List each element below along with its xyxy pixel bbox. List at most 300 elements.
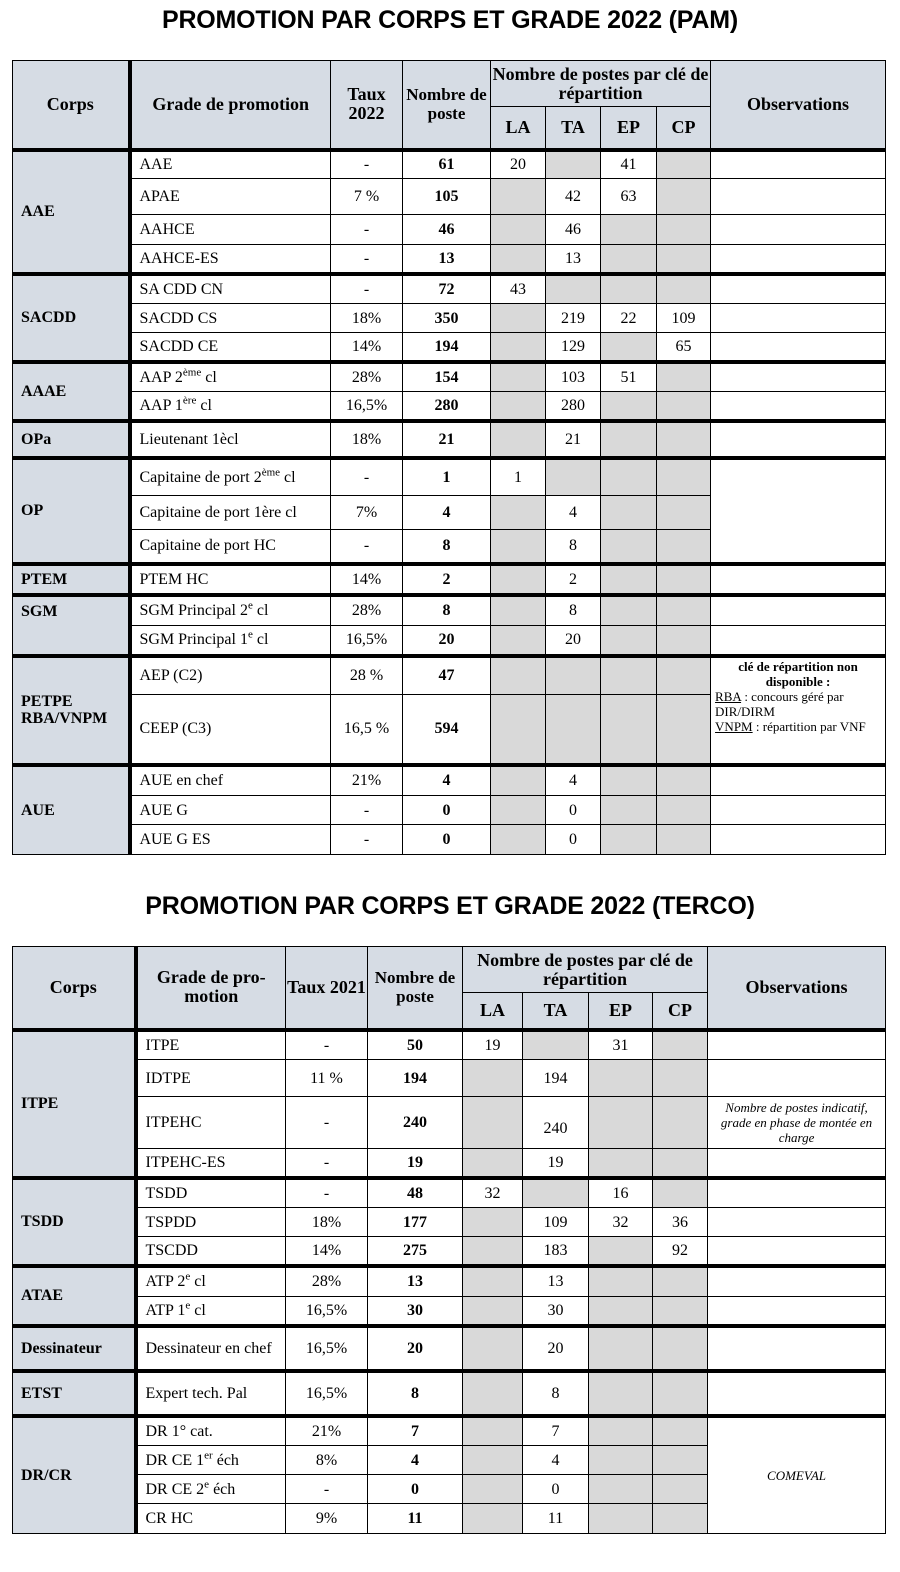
obs-cell (711, 564, 886, 595)
la-cell (491, 496, 546, 530)
cp-cell (657, 765, 711, 796)
nombre-cell: 72 (403, 274, 491, 304)
obs-drcr: COMEVAL (708, 1416, 886, 1534)
corps-sacdd: SACDD (13, 274, 130, 362)
la-cell (491, 656, 546, 695)
nombre-cell: 20 (368, 1326, 463, 1371)
obs-cell (708, 1266, 886, 1297)
ep-cell (601, 656, 657, 695)
taux-cell: - (331, 796, 403, 825)
taux-cell: 21% (286, 1416, 368, 1446)
nombre-cell: 20 (403, 626, 491, 656)
obs-cell (711, 333, 886, 362)
obs-cell (708, 1208, 886, 1237)
nombre-cell: 4 (368, 1446, 463, 1475)
obs-cell (708, 1237, 886, 1266)
ep-cell (589, 1097, 653, 1149)
ta-cell: 109 (523, 1208, 589, 1237)
header-observations: Observations (711, 61, 886, 150)
la-cell (491, 421, 546, 458)
la-cell (491, 215, 546, 245)
ta-cell: 7 (523, 1416, 589, 1446)
cp-cell: 36 (653, 1208, 708, 1237)
header-grade: Grade de promotion (130, 61, 331, 150)
la-cell (491, 392, 546, 421)
cp-cell (653, 1266, 708, 1297)
la-cell (463, 1446, 523, 1475)
obs-cell (711, 796, 886, 825)
taux-cell: 28 % (331, 656, 403, 695)
ta-cell: 4 (546, 496, 601, 530)
la-cell (463, 1149, 523, 1178)
cp-cell (653, 1416, 708, 1446)
grade-cell: TSCDD (136, 1237, 286, 1266)
la-cell (491, 530, 546, 564)
grade-cell: AUE G ES (130, 825, 331, 855)
header-ep: EP (589, 993, 653, 1030)
ep-cell (601, 245, 657, 274)
grade-sup: ème (182, 366, 202, 379)
grade-cell (130, 392, 331, 421)
obs-cell (711, 245, 886, 274)
taux-cell: - (331, 825, 403, 855)
grade-text: ATP 2 (145, 1273, 186, 1291)
ta-cell: 4 (546, 765, 601, 796)
ep-cell (601, 333, 657, 362)
la-cell (491, 595, 546, 626)
grade-sup: e (185, 1270, 191, 1283)
grade-end: cl (252, 631, 269, 649)
grade-text: AAP 2 (139, 368, 183, 386)
terco-table (12, 946, 886, 1534)
ep-cell (601, 765, 657, 796)
cp-cell (657, 695, 711, 765)
grade-end: cl (252, 602, 269, 620)
taux-cell: 16,5 % (331, 695, 403, 765)
taux-cell: 9% (286, 1504, 368, 1534)
corps-petpe-line1: PETPE (21, 693, 73, 710)
cp-cell (657, 595, 711, 626)
ep-cell (601, 626, 657, 656)
la-cell (463, 1504, 523, 1534)
ep-cell (589, 1149, 653, 1178)
taux-cell: 18% (331, 304, 403, 333)
taux-cell: - (331, 215, 403, 245)
ep-cell (589, 1237, 653, 1266)
grade-cell: Capitaine de port 1ère cl (130, 496, 331, 530)
nombre-cell: 61 (403, 150, 491, 179)
grade-sup: ère (182, 394, 197, 407)
taux-cell: 11 % (286, 1060, 368, 1097)
cp-cell (657, 825, 711, 855)
ta-cell: 8 (546, 530, 601, 564)
nombre-cell: 350 (403, 304, 491, 333)
corps-aaae: AAAE (13, 362, 130, 421)
cp-cell (657, 179, 711, 215)
obs-cell (708, 1149, 886, 1178)
ta-cell: 103 (546, 362, 601, 392)
nombre-cell: 19 (368, 1149, 463, 1178)
obs-petpe-title: clé de répartition non disponible : (738, 658, 858, 689)
taux-cell: 14% (286, 1237, 368, 1266)
grade-cell (130, 595, 331, 626)
obs-cell (711, 215, 886, 245)
nombre-cell: 594 (403, 695, 491, 765)
ep-cell (601, 421, 657, 458)
la-cell (463, 1208, 523, 1237)
ep-cell (589, 1475, 653, 1504)
taux-cell: 16,5% (286, 1297, 368, 1326)
ta-cell (523, 1178, 589, 1208)
cp-cell (657, 150, 711, 179)
obs-cell (708, 1060, 886, 1097)
obs-cell (708, 1326, 886, 1371)
corps-itpe: ITPE (13, 1030, 136, 1178)
grade-cell (136, 1475, 286, 1504)
taux-cell: 14% (331, 564, 403, 595)
grade-cell: CEEP (C3) (130, 695, 331, 765)
ta-cell: 0 (546, 796, 601, 825)
obs-cell (711, 458, 886, 564)
grade-end: cl (190, 1273, 206, 1291)
obs-cell (711, 362, 886, 392)
ta-cell: 46 (546, 215, 601, 245)
ep-cell: 51 (601, 362, 657, 392)
taux-cell: 7 % (331, 179, 403, 215)
obs-cell (711, 626, 886, 656)
grade-cell: TSPDD (136, 1208, 286, 1237)
ep-cell (589, 1371, 653, 1416)
grade-text: SGM Principal 2 (139, 602, 248, 620)
grade-end: éch (212, 1451, 239, 1469)
taux-cell: 21% (331, 765, 403, 796)
ep-cell (589, 1266, 653, 1297)
nombre-cell: 7 (368, 1416, 463, 1446)
la-cell: 19 (463, 1030, 523, 1060)
nombre-cell: 2 (403, 564, 491, 595)
pam-table (12, 60, 886, 855)
taux-cell: - (286, 1149, 368, 1178)
cp-cell (657, 362, 711, 392)
la-cell (491, 765, 546, 796)
obs-cell (711, 304, 886, 333)
header-nombre: Nombre de poste (403, 61, 491, 150)
cp-cell (657, 245, 711, 274)
ta-cell: 183 (523, 1237, 589, 1266)
taux-cell: - (286, 1030, 368, 1060)
cp-cell (657, 796, 711, 825)
header-cp: CP (657, 107, 711, 150)
ep-cell (601, 564, 657, 595)
cp-cell (653, 1178, 708, 1208)
obs-cell (711, 765, 886, 796)
corps-aue: AUE (13, 765, 130, 855)
taux-cell: 16,5% (331, 626, 403, 656)
cp-cell (657, 215, 711, 245)
cp-cell (657, 530, 711, 564)
corps-op: OP (13, 458, 130, 564)
header-corps: Corps (13, 947, 136, 1030)
la-cell (491, 179, 546, 215)
nombre-cell: 8 (403, 595, 491, 626)
ep-cell (601, 796, 657, 825)
taux-cell: 14% (331, 333, 403, 362)
header-grade (136, 947, 286, 1030)
header-la: LA (463, 993, 523, 1030)
nombre-cell: 11 (368, 1504, 463, 1534)
ep-cell: 16 (589, 1178, 653, 1208)
header-la: LA (491, 107, 546, 150)
grade-cell: AEP (C2) (130, 656, 331, 695)
cp-cell (657, 274, 711, 304)
taux-cell: 28% (331, 362, 403, 392)
nombre-cell: 4 (403, 765, 491, 796)
nombre-cell: 4 (403, 496, 491, 530)
header-grade-l2: motion (184, 986, 239, 1007)
header-ta: TA (546, 107, 601, 150)
la-cell: 32 (463, 1178, 523, 1208)
la-cell: 43 (491, 274, 546, 304)
grade-text: DR CE 1 (145, 1451, 205, 1469)
ta-cell: 42 (546, 179, 601, 215)
grade-cell: Dessinateur en chef (136, 1326, 286, 1371)
nombre-cell: 21 (403, 421, 491, 458)
ep-cell (589, 1297, 653, 1326)
la-cell (491, 333, 546, 362)
corps-sgm: SGM (13, 595, 130, 656)
cp-cell (653, 1060, 708, 1097)
ta-cell: 20 (546, 626, 601, 656)
ep-cell (601, 496, 657, 530)
header-postes: Nombre de postes par clé de répartition (491, 61, 711, 107)
grade-cell (136, 1446, 286, 1475)
nombre-cell: 8 (403, 530, 491, 564)
grade-sup: e (247, 599, 253, 612)
obs-rba-text: : concours géré par DIR/DIRM (715, 688, 844, 719)
grade-text: AAP 1 (139, 396, 183, 414)
ep-cell: 32 (589, 1208, 653, 1237)
grade-cell: AUE en chef (130, 765, 331, 796)
ep-cell (601, 530, 657, 564)
header-grade-l1: Grade de pro- (156, 967, 266, 988)
nombre-cell: 47 (403, 656, 491, 695)
cp-cell (653, 1326, 708, 1371)
grade-cell: ITPEHC (136, 1097, 286, 1149)
grade-cell: AAHCE-ES (130, 245, 331, 274)
cp-cell (653, 1475, 708, 1504)
grade-end: cl (280, 468, 296, 486)
grade-cell: SACDD CE (130, 333, 331, 362)
ta-cell: 219 (546, 304, 601, 333)
la-cell (491, 245, 546, 274)
la-cell (463, 1326, 523, 1371)
ta-cell: 4 (523, 1446, 589, 1475)
la-cell (463, 1060, 523, 1097)
ta-cell: 19 (523, 1149, 589, 1178)
grade-end: éch (209, 1480, 236, 1498)
nombre-cell: 275 (368, 1237, 463, 1266)
cp-cell (657, 564, 711, 595)
ta-cell: 13 (546, 245, 601, 274)
la-cell (491, 564, 546, 595)
nombre-cell: 48 (368, 1178, 463, 1208)
ta-cell: 20 (523, 1326, 589, 1371)
la-cell (463, 1266, 523, 1297)
header-postes: Nombre de postes par clé de répartition (463, 947, 708, 993)
grade-cell: Capitaine de port HC (130, 530, 331, 564)
grade-text: Capitaine de port 2 (139, 468, 262, 486)
grade-end: cl (190, 1301, 206, 1319)
taux-cell: 28% (331, 595, 403, 626)
la-cell: 1 (491, 458, 546, 496)
nombre-cell: 105 (403, 179, 491, 215)
taux-cell: - (331, 245, 403, 274)
grade-cell (136, 1266, 286, 1297)
nombre-cell: 154 (403, 362, 491, 392)
la-cell (491, 796, 546, 825)
cp-cell (657, 496, 711, 530)
obs-cell (708, 1030, 886, 1060)
cp-cell (657, 656, 711, 695)
header-taux: Taux 2021 (286, 947, 368, 1030)
cp-cell (653, 1030, 708, 1060)
obs-vnpm-text: : répartition par VNF (752, 718, 866, 734)
taux-cell: 28% (286, 1266, 368, 1297)
la-cell (491, 362, 546, 392)
taux-cell: 18% (331, 421, 403, 458)
ep-cell: 63 (601, 179, 657, 215)
ta-cell: 0 (523, 1475, 589, 1504)
nombre-cell: 30 (368, 1297, 463, 1326)
ep-cell: 22 (601, 304, 657, 333)
ep-cell (601, 392, 657, 421)
grade-cell: IDTPE (136, 1060, 286, 1097)
obs-cell (711, 274, 886, 304)
grade-cell (130, 458, 331, 496)
nombre-cell: 0 (403, 825, 491, 855)
cp-cell (657, 458, 711, 496)
taux-cell: 16,5% (286, 1371, 368, 1416)
la-cell (463, 1297, 523, 1326)
ep-cell (601, 825, 657, 855)
grade-sup: er (204, 1449, 213, 1462)
nombre-cell: 280 (403, 392, 491, 421)
la-cell (463, 1237, 523, 1266)
ta-cell (546, 274, 601, 304)
ep-cell (589, 1504, 653, 1534)
ta-cell: 13 (523, 1266, 589, 1297)
la-cell (491, 825, 546, 855)
obs-cell (711, 392, 886, 421)
nombre-cell: 240 (368, 1097, 463, 1149)
cp-cell: 92 (653, 1237, 708, 1266)
cp-cell (657, 421, 711, 458)
corps-aae: AAE (13, 150, 130, 274)
taux-cell: - (286, 1475, 368, 1504)
ta-cell: 2 (546, 564, 601, 595)
obs-cell (711, 595, 886, 626)
grade-cell: APAE (130, 179, 331, 215)
ta-cell: 0 (546, 825, 601, 855)
grade-text: ATP 1 (145, 1301, 186, 1319)
taux-cell: - (331, 150, 403, 179)
obs-cell (711, 150, 886, 179)
corps-atae: ATAE (13, 1266, 136, 1326)
grade-cell: SA CDD CN (130, 274, 331, 304)
obs-cell (711, 179, 886, 215)
pam-title: PROMOTION PAR CORPS ET GRADE 2022 (PAM) (161, 6, 739, 34)
ep-cell: 31 (589, 1030, 653, 1060)
grade-end: cl (201, 368, 217, 386)
obs-vnpm-label: VNPM (715, 718, 753, 734)
grade-cell: Lieutenant 1ècl (130, 421, 331, 458)
grade-cell: ITPEHC-ES (136, 1149, 286, 1178)
cp-cell: 65 (657, 333, 711, 362)
grade-sup: e (247, 628, 253, 641)
grade-end: cl (196, 396, 212, 414)
ep-cell (601, 274, 657, 304)
header-observations: Observations (708, 947, 886, 1030)
la-cell (463, 1097, 523, 1149)
nombre-cell: 0 (368, 1475, 463, 1504)
ep-cell (589, 1446, 653, 1475)
obs-cell (708, 1297, 886, 1326)
header-cp: CP (653, 993, 708, 1030)
obs-cell (708, 1178, 886, 1208)
grade-text: SGM Principal 1 (139, 631, 248, 649)
nombre-cell: 13 (403, 245, 491, 274)
corps-tsdd: TSDD (13, 1178, 136, 1266)
nombre-cell: 177 (368, 1208, 463, 1237)
ep-cell (601, 458, 657, 496)
grade-cell: AAE (130, 150, 331, 179)
ta-cell (523, 1030, 589, 1060)
corps-opa: OPa (13, 421, 130, 458)
ta-cell (546, 656, 601, 695)
cp-cell: 109 (657, 304, 711, 333)
ep-cell (589, 1416, 653, 1446)
grade-cell: CR HC (136, 1504, 286, 1534)
cp-cell (653, 1097, 708, 1149)
grade-sup: e (204, 1478, 210, 1491)
grade-cell: TSDD (136, 1178, 286, 1208)
cp-cell (653, 1149, 708, 1178)
ep-cell (601, 595, 657, 626)
obs-itpe: Nombre de postes indicatif, grade en phase de montée en charge (708, 1097, 886, 1149)
corps-etst: ETST (13, 1371, 136, 1416)
corps-petpe (13, 656, 130, 765)
header-ep: EP (601, 107, 657, 150)
cp-cell (657, 626, 711, 656)
header-taux: Taux 2022 (331, 61, 403, 150)
nombre-cell: 194 (403, 333, 491, 362)
grade-cell (130, 626, 331, 656)
nombre-cell: 194 (368, 1060, 463, 1097)
nombre-cell: 46 (403, 215, 491, 245)
nombre-cell: 8 (368, 1371, 463, 1416)
grade-cell: Expert tech. Pal (136, 1371, 286, 1416)
cp-cell (657, 392, 711, 421)
taux-cell: 18% (286, 1208, 368, 1237)
corps-petpe-line2: RBA/VNPM (21, 710, 108, 727)
grade-cell (130, 362, 331, 392)
grade-sup: ème (261, 466, 281, 479)
ep-cell (601, 695, 657, 765)
nombre-cell: 13 (368, 1266, 463, 1297)
nombre-cell: 1 (403, 458, 491, 496)
ta-cell: 11 (523, 1504, 589, 1534)
la-cell (463, 1475, 523, 1504)
